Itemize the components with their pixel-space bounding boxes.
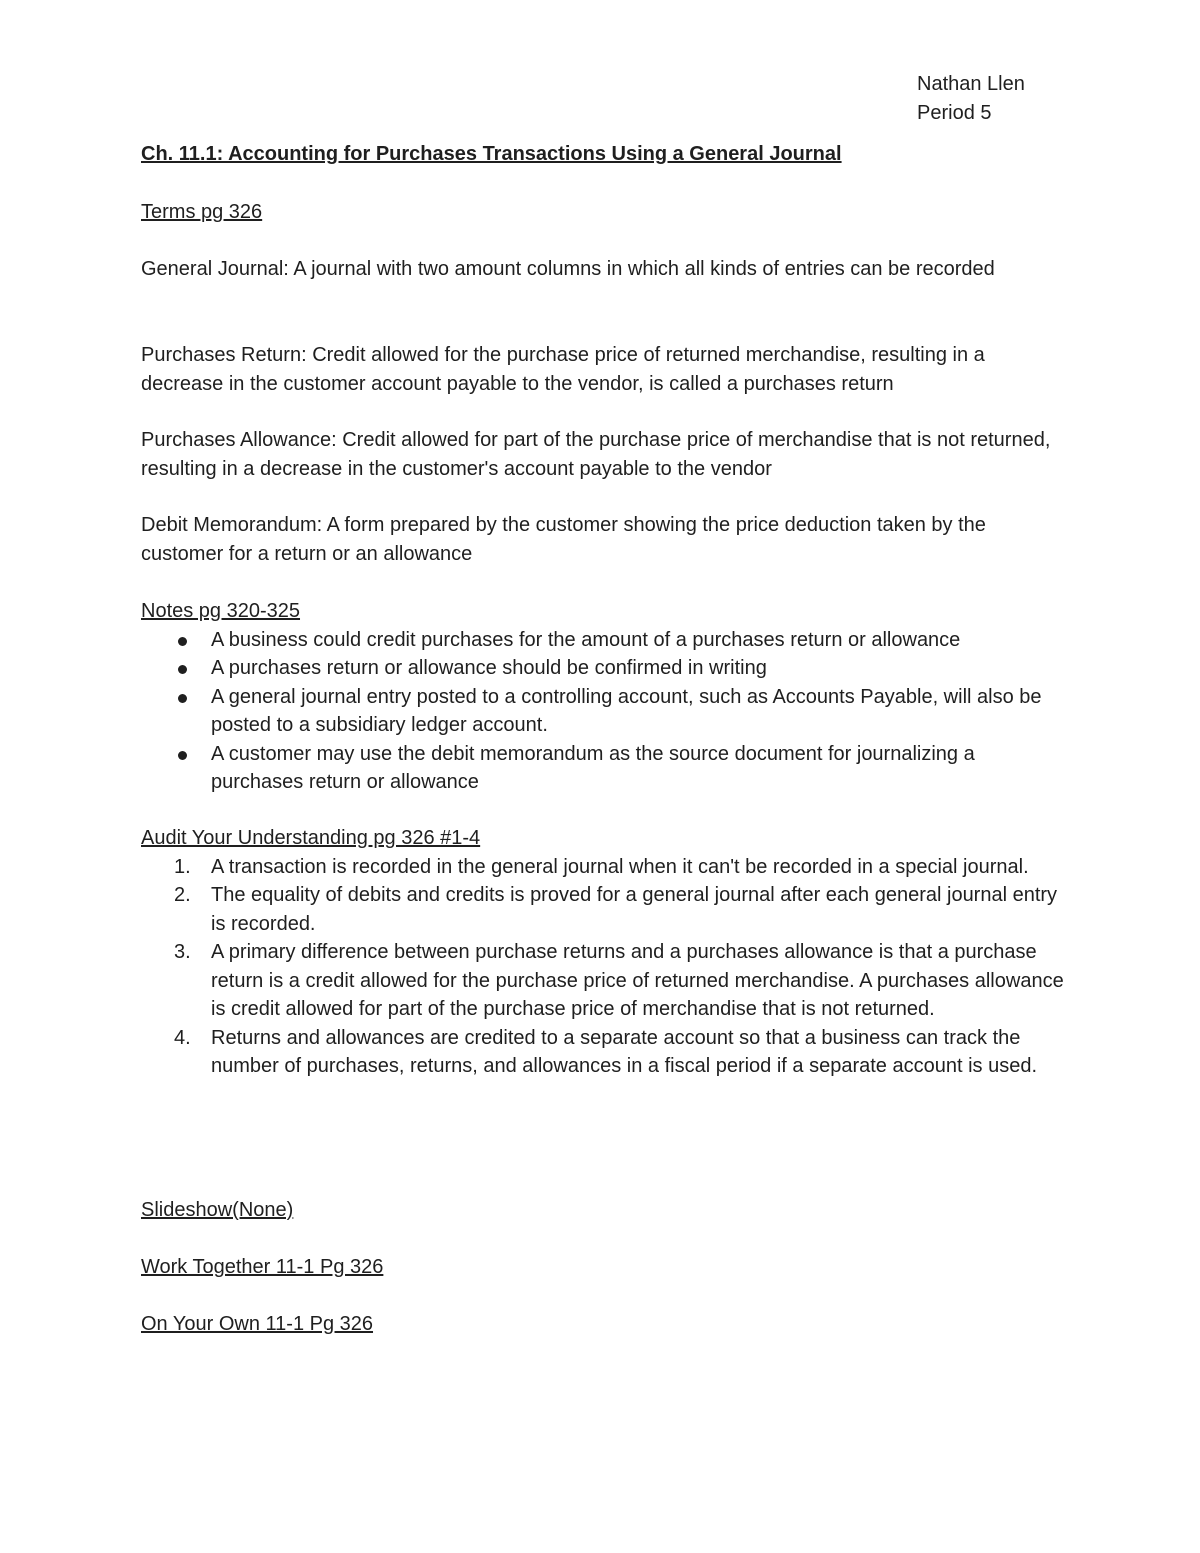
term-general-journal xyxy=(141,255,1066,284)
document-title: Ch. 11.1: Accounting for Purchases Transactions Using a General Journal xyxy=(141,143,842,165)
term-definition: Purchases Allowance: Credit allowed for part of the purchase price of merchandise that is not returned, resulting in a decrease in the customer's account payable to the vendor xyxy=(141,429,1051,480)
class-period: Period 5 xyxy=(917,101,992,124)
term-definition: Debit Memorandum: A form prepared by the customer showing the price deduction taken by the customer for a return or an allowance xyxy=(141,514,986,565)
slideshow-heading: Slideshow(None) xyxy=(141,1199,294,1221)
on-your-own-heading: On Your Own 11-1 Pg 326 xyxy=(141,1313,374,1335)
list-item: A general journal entry posted to a controlling account, such as Accounts Payable, will also be posted to a subsidiary ledger account. xyxy=(141,683,1066,740)
list-item: A purchases return or allowance should be confirmed in writing xyxy=(141,654,1066,683)
bullet-icon xyxy=(178,665,187,674)
notes-list xyxy=(141,626,1066,797)
terms-section xyxy=(141,198,1066,227)
bullet-icon xyxy=(178,694,187,703)
audit-section xyxy=(141,824,1066,1081)
notes-heading: Notes pg 320-325 xyxy=(141,600,301,622)
notes-section xyxy=(141,597,1066,797)
student-name: Nathan Llen xyxy=(917,73,1025,95)
list-item: A customer may use the debit memorandum as the source document for journalizing a purchases return or allowance xyxy=(141,740,1066,797)
list-item: 3. A primary difference between purchase returns and a purchases allowance is that a purchase return is a credit allowed for the purchase price of returned merchandise. A purchases allowance is credit allowed for part of the purchase price of merchandise that is not returned. xyxy=(174,941,1064,1020)
term-purchases-allowance xyxy=(141,426,1066,483)
work-together-heading: Work Together 11-1 Pg 326 xyxy=(141,1256,384,1278)
list-item: 4. Returns and allowances are credited to a separate account so that a business can track the number of purchases, returns, and allowances in a fiscal period if a separate account is used. xyxy=(174,1026,1038,1077)
term-purchases-return xyxy=(141,341,1066,398)
bullet-icon xyxy=(178,637,187,646)
list-item: 2. The equality of debits and credits is proved for a general journal after each general journal entry is recorded. xyxy=(174,884,1058,935)
terms-heading: Terms pg 326 xyxy=(141,201,263,223)
bullet-icon xyxy=(178,751,187,760)
audit-heading: Audit Your Understanding pg 326 #1-4 xyxy=(141,827,481,849)
list-item: 1. A transaction is recorded in the general journal when it can't be recorded in a special journal. xyxy=(174,855,1029,878)
term-definition: General Journal: A journal with two amount columns in which all kinds of entries can be recorded xyxy=(141,258,995,280)
audit-list xyxy=(141,853,1066,1081)
student-header xyxy=(917,70,1117,127)
term-definition: Purchases Return: Credit allowed for the purchase price of returned merchandise, resulting in a decrease in the customer account payable to the vendor, is called a purchases return xyxy=(141,344,985,395)
term-debit-memorandum xyxy=(141,511,1066,568)
list-item: A business could credit purchases for the amount of a purchases return or allowance xyxy=(141,626,1066,655)
